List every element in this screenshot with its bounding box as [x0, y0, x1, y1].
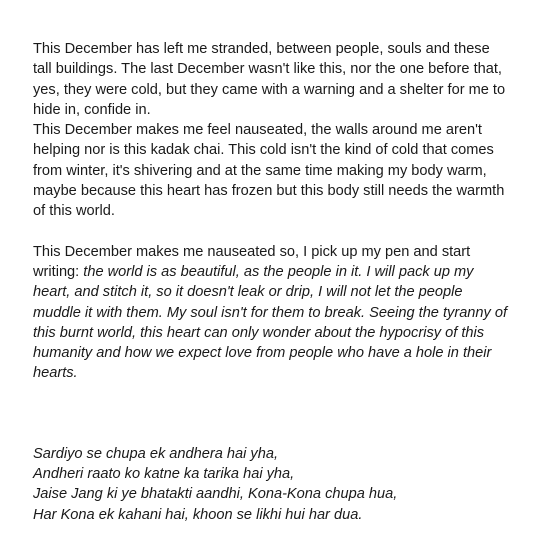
poem-line: Jaise Jang ki ye bhatakti aandhi, Kona-Kona chupa hua, [33, 486, 398, 503]
poem [33, 444, 509, 525]
paragraph-writing-intro: This December makes me nauseated so, I pick up my pen and start writing: [33, 243, 471, 280]
poem-line: Sardiyo se chupa ek andhera hai yha, [33, 445, 279, 462]
paragraph-stranded: This December has left me stranded, between people, souls and these tall buildings. The last December wasn't like this, nor the one before that, yes, they were cold, but they came with a warning and a shelter for me to hide in, confide in. [33, 41, 506, 118]
paragraph-writing-quote: the world is as beautiful, as the people in it. I will pack up my heart, and stitch it, so it doesn't leak or drip, I will not let the people muddle it with them. My soul isn't for them to break. Seeing the tyranny of this burnt world, this heart can only wonder about the hypocrisy of this humanity and how we expect love from people who have a hole in their hearts. [33, 263, 508, 382]
paragraph-spacer [33, 222, 509, 242]
poem-line: Har Kona ek kahani hai, khoon se likhi hui har dua. [33, 506, 363, 523]
document-body [33, 39, 509, 525]
poem-line: Andheri raato ko katne ka tarika hai yha, [33, 466, 295, 483]
paragraph-writing [33, 242, 509, 384]
paragraph-nauseated: This December makes me feel nauseated, the walls around me aren't helping nor is this kadak chai. This cold isn't the kind of cold that comes from winter, it's shivering and at the same time making my body warm, maybe because this heart has frozen but this body still needs the warmth of this world. [33, 122, 505, 220]
poem-spacer [33, 384, 509, 444]
